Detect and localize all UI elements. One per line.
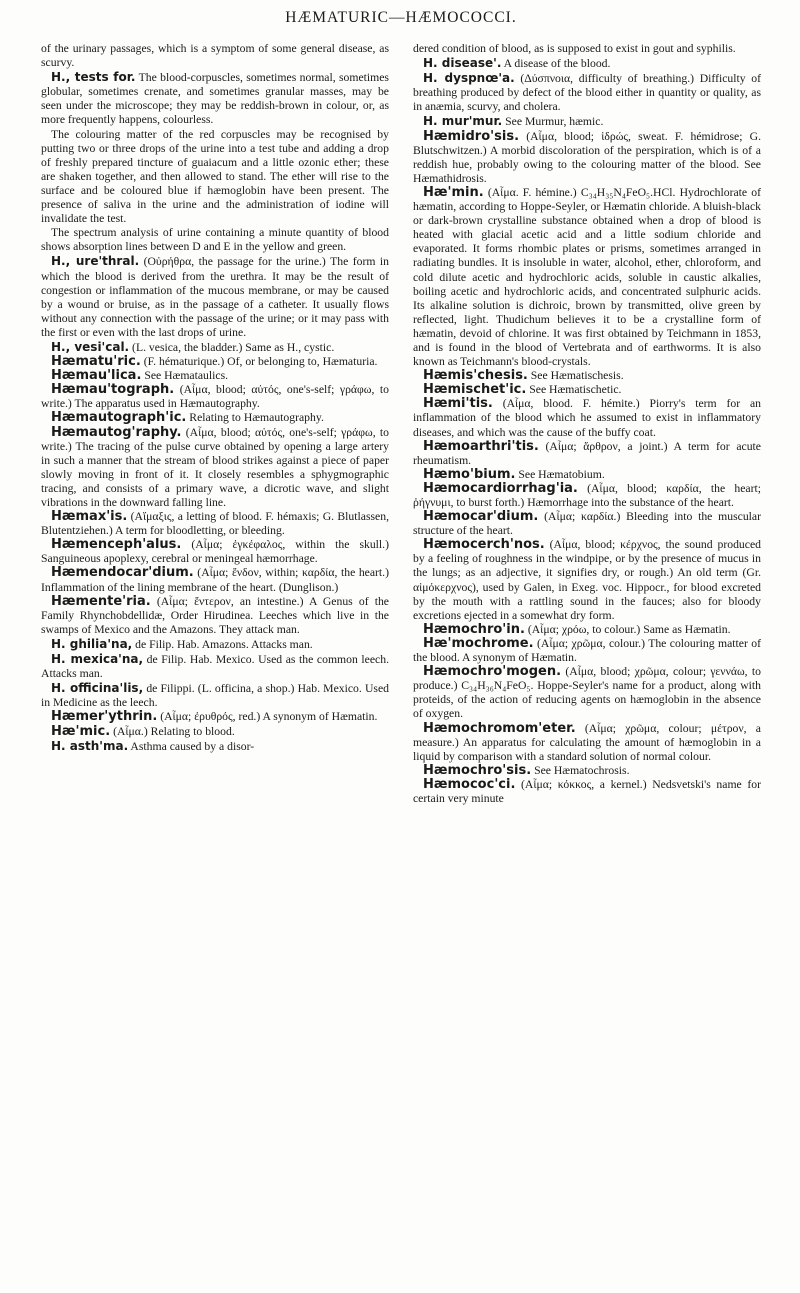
entry-definition: See Murmur, hæmic. (502, 115, 604, 129)
entry-headword: Hæmischet'ic. (423, 382, 527, 398)
entry-headword: Hæmochro'mogen. (423, 664, 562, 680)
entry-headword: H. mur'mur. (423, 114, 503, 129)
dictionary-entry (413, 778, 761, 806)
entry-definition: The blood-corpuscles, sometimes normal, sometimes globular, sometimes crenate, and sometimes granular masses, may be seen under the microscope; they may be reddish-brown in colour, or, as more frequently happens, colourless. (41, 71, 389, 127)
entry-headword: Hæmendocar'dium. (51, 565, 194, 581)
entry-definition: The colouring matter of the red corpuscles may be recognised by putting two or three drops of the urine into a test tube and adding a drop of freshly prepared tincture of guaiacum and a little ozonic ether; these are shaken together, and then allowed to stand. The ether will rise to the surface and be coloured blue if hæmoglobin have been present. The presence of saliva in the urine and the administration of iodine will invalidate the test. (41, 127, 389, 226)
entry-definition: (Αἷμα; ἔντερον, an intestine.) A Genus of the Family Rhynchobdellidæ, Order Hirudinea. Leeches which live in the swamps of Mexico and the Amazons. They attack man. (41, 594, 389, 636)
entry-headword: Hæmautog'raphy. (51, 424, 182, 440)
entry-definition: See Hæmatischetic. (526, 383, 622, 397)
entry-definition: (Αἷμα, blood; κέρχνος, the sound produced by a feeling of roughness in the windpipe, or by the presence of mucus in the lungs; as an adjective, it signifies dry, or rough.) An old term (Gr. αἱμόκερχνος), used by Galen, in Exeg. voc. Hippocr., for blood excreted by the mouth with a rattling sound in the fauces; also for bloody excretions ejected in a somewhat dry form. (413, 538, 761, 622)
entry-headword: Hæmococ'ci. (423, 776, 516, 792)
entry-definition: (Αἷμα, blood; αὐτός, one's-self; γράφω, to write.) The tracing of the pulse curve obtained by opening a large artery in such a manner that the stream of blood strikes against a piece of paper slowly moving in front of it. It closely resembles a sphygmographic tracing, and consists of a primary wave, a dicrotic wave, and slight vibrations in the downward falling line. (41, 425, 389, 509)
entry-definition: (Αἷμα, blood; χρῶμα, colour; γεννάω, to produce.) C₃₄H₃₆N₄FeO₅. Hoppe-Seyler's name for a product, along with proteids, of the action of reducing agents on hæmoglobin in the absence of oxygen. (413, 665, 761, 721)
dictionary-entry (413, 186, 761, 369)
dictionary-entry (41, 70, 389, 127)
entry-headword: Hæ'min. (423, 184, 484, 200)
entry-headword: Hæ'mic. (51, 723, 111, 739)
dictionary-entry (41, 652, 389, 681)
entry-headword: H., tests for. (51, 70, 136, 85)
entry-headword: H. mexica'na, (51, 652, 144, 667)
dictionary-entry (413, 440, 761, 468)
dictionary-entry (41, 566, 389, 594)
entry-definition: (Αἷμα; ἄρθρον, a joint.) A term for acute rheumatism. (413, 439, 761, 467)
entry-definition: (Οὐρήθρα, the passage for the urine.) The form in which the blood is derived from the urethra. It may be the result of congestion or inflammation of the mucous membrane, or may be caused by a wound or bruise, as in the passage of a catheter. It usually flows without any connection with the passage of the urine; or it may pass with the first or even with the last drops of urine. (41, 255, 389, 339)
entry-headword: Hæmer'ythrin. (51, 709, 158, 725)
entry-definition: of the urinary passages, which is a symptom of some general disease, as scurvy. (41, 42, 389, 70)
entry-headword: Hæmochromom'eter. (423, 720, 576, 736)
entry-definition: Asthma caused by a disor- (128, 739, 255, 753)
entry-headword: Hæmau'lica. (51, 368, 142, 384)
entry-headword: Hæmente'ria. (51, 593, 151, 609)
entry-definition: (Αἷμα, blood. F. hémite.) Piorry's term for an inflammation of the blood which he assumed to exist in inflammatory diseases, and which was the cause of the buffy coat. (413, 397, 761, 439)
dictionary-entry (413, 764, 761, 778)
entry-headword: Hæ'mochrome. (423, 635, 534, 651)
dictionary-entry (413, 637, 761, 665)
dictionary-entry (41, 42, 389, 70)
entry-headword: Hæmautograph'ic. (51, 410, 187, 426)
dictionary-entry (413, 42, 761, 56)
entry-headword: Hæmochro'in. (423, 621, 525, 637)
dictionary-entry (413, 482, 761, 510)
entry-headword: H. disease'. (423, 56, 502, 71)
entry-headword: Hæmoarthri'tis. (423, 438, 539, 454)
entry-definition: (Αἷμα; ἐγκέφαλος, within the skull.) Sanguineous apoplexy, cerebral or meningeal hæmorrhage. (41, 538, 389, 566)
dictionary-entry (41, 510, 389, 538)
entry-headword: Hæmis'chesis. (423, 368, 528, 384)
entry-definition: (Αἷμα; χρῶμα, colour; μέτρον, a measure.) An apparatus for calculating the amount of hæmoglobin in a liquid by comparison with a standard solution of normal colour. (413, 721, 761, 763)
entry-definition: (Αἵμαξις, a letting of blood. F. hémaxis; G. Blutlassen, Blutentziehen.) A term for bloodletting, or bleeding. (41, 510, 389, 538)
entry-headword: H. ghilia'na, (51, 636, 133, 651)
right-column (413, 42, 761, 806)
entry-headword: H., ure'thral. (51, 254, 140, 269)
dictionary-entry (41, 411, 389, 425)
entry-definition: (Αἷμα, blood; ἱδρώς, sweat. F. hémidrose; G. Blutschwitzen.) A morbid discoloration of the perspiration, which is of a reddish hue, probably owing to the colouring matter of the blood. See Hæmathidrosis. (413, 129, 761, 185)
entry-definition: de Filip. Hab. Amazons. Attacks man. (132, 637, 313, 651)
dictionary-entry (41, 340, 389, 355)
dictionary-entry (413, 383, 761, 397)
entry-definition: Relating to Hæmautography. (186, 411, 324, 425)
entry-headword: Hæmidro'sis. (423, 128, 520, 144)
entry-definition: (Αἷμα, blood; καρδία, the heart; ῥήγνυμι, to burst forth.) Hæmorrhage into the substance of the heart. (413, 481, 761, 509)
entry-definition: dered condition of blood, as is supposed to exist in gout and syphilis. (413, 42, 736, 55)
entry-headword: Hæmi'tis. (423, 396, 493, 412)
entry-definition: (Αἷμα, blood; αὐτός, one's-self; γράφω, to write.) The apparatus used in Hæmautography. (41, 383, 389, 411)
dictionary-entry (413, 114, 761, 129)
running-head: HÆMATURIC—HÆMOCOCCI. (285, 9, 517, 26)
dictionary-entry (413, 397, 761, 439)
entry-definition: The spectrum analysis of urine containing a minute quantity of blood shows absorption lines between D and E in the yellow and green. (41, 226, 389, 254)
dictionary-entry (41, 538, 389, 566)
entry-headword: H. dyspnœ'a. (423, 71, 515, 86)
dictionary-entry (413, 722, 761, 764)
dictionary-entry (41, 128, 389, 227)
dictionary-entry (413, 71, 761, 114)
entry-definition: (L. vesica, the bladder.) Same as H., cystic. (129, 340, 335, 354)
text-columns (41, 42, 761, 806)
entry-definition: (Αἷμα.) Relating to blood. (110, 724, 235, 738)
entry-definition: de Filippi. (L. officina, a shop.) Hab. Mexico. Used in Medicine as the leech. (41, 682, 389, 710)
dictionary-entry (41, 681, 389, 710)
entry-headword: Hæmax'is. (51, 509, 128, 525)
entry-definition: (Αἷμα; ἔνδον, within; καρδία, the heart.) Inflammation of the lining membrane of the heart. (Dunglison.) (41, 566, 389, 594)
dictionary-entry (41, 226, 389, 254)
dictionary-entry (41, 637, 389, 652)
entry-headword: Hæmocardiorrhag'ia. (423, 480, 578, 496)
entry-definition: (F. hématurique.) Of, or belonging to, Hæmaturia. (140, 355, 378, 369)
entry-definition: A disease of the blood. (501, 57, 611, 71)
entry-headword: Hæmochro'sis. (423, 762, 532, 778)
dictionary-entry (41, 710, 389, 724)
entry-definition: (Αἷμα; καρδία.) Bleeding into the muscular structure of the heart. (413, 510, 761, 538)
dictionary-entry (413, 369, 761, 383)
dictionary-entry (41, 739, 389, 754)
dictionary-entry (413, 510, 761, 538)
entry-headword: H., vesi'cal. (51, 339, 130, 354)
entry-definition: (Αἷμα. F. hémine.) C₃₄H₃₅N₄FeO₅.HCl. Hydrochlorate of hæmatin, according to Hoppe-Seyler, or Hæmatin chloride. A bluish-black or dark-brown crystalline substance obtained when a drop of blood is heated with glacial acetic acid and a little sodium chloride and evaporated. It forms rhombic plates or prisms, sometimes arranged in radiating bundles. It is insoluble in water, alcohol, ether, chloroform, and cold dilute acetic and hydrochloric acids, soluble in caustic alkalies, boiling acetic and hydrochloric acids, and concentrated sulphuric acids. Its alkaline solution is dichroic, brown by transmitted, olive green by reflected, light. Thudichum believes it to be a crystalline form of hæmatin, devoid of chlorine. It was first obtained by Teichmann in 1853, and is found in the blood of Vertebrata and of earthworms. It is also known as Teichmann's blood-crystals. (413, 185, 761, 369)
entry-definition: See Hæmataulics. (141, 369, 229, 383)
entry-definition: de Filip. Hab. Mexico. Used as the common leech. Attacks man. (41, 653, 389, 681)
dictionary-entry (413, 468, 761, 482)
entry-definition: (Αἷμα; χρῶμα, colour.) The colouring matter of the blood. A synonym of Hæmatin. (413, 636, 761, 665)
entry-definition: (Αἷμα; κόκκος, a kernel.) Nedsvetski's name for certain very minute (413, 777, 761, 805)
entry-definition: (Αἷμα; ἐρυθρός, red.) A synonym of Hæmatin. (157, 710, 378, 724)
dictionary-entry (41, 383, 389, 411)
entry-definition: (Δύσπνοια, difficulty of breathing.) Difficulty of breathing produced by defect of the blood either in quantity or quality, as in anæmia, scurvy, and cholera. (413, 72, 761, 114)
left-column (41, 42, 389, 806)
dictionary-entry (41, 595, 389, 637)
entry-headword: Hæmocerch'nos. (423, 537, 545, 553)
dictionary-entry (41, 725, 389, 739)
dictionary-entry (413, 623, 761, 637)
entry-headword: Hæmau'tograph. (51, 382, 175, 398)
entry-definition: See Hæmatobium. (515, 467, 605, 481)
dictionary-entry (41, 369, 389, 383)
entry-definition: (Αἷμα; χρόω, to colour.) Same as Hæmatin. (524, 622, 731, 636)
entry-headword: Hæmo'bium. (423, 466, 516, 482)
dictionary-entry (41, 355, 389, 369)
dictionary-entry (41, 426, 389, 511)
dictionary-entry (413, 56, 761, 71)
entry-definition: See Hæmatischesis. (527, 369, 624, 383)
entry-headword: Hæmenceph'alus. (51, 537, 182, 553)
dictionary-entry (413, 130, 761, 186)
dictionary-entry (41, 254, 389, 340)
entry-definition: See Hæmatochrosis. (531, 763, 630, 777)
dictionary-entry (413, 538, 761, 623)
entry-headword: H. officina'lis, (51, 681, 144, 696)
entry-headword: H. asth'ma. (51, 738, 129, 753)
dictionary-entry (413, 665, 761, 721)
entry-headword: Hæmatu'ric. (51, 354, 141, 370)
entry-headword: Hæmocar'dium. (423, 509, 539, 525)
